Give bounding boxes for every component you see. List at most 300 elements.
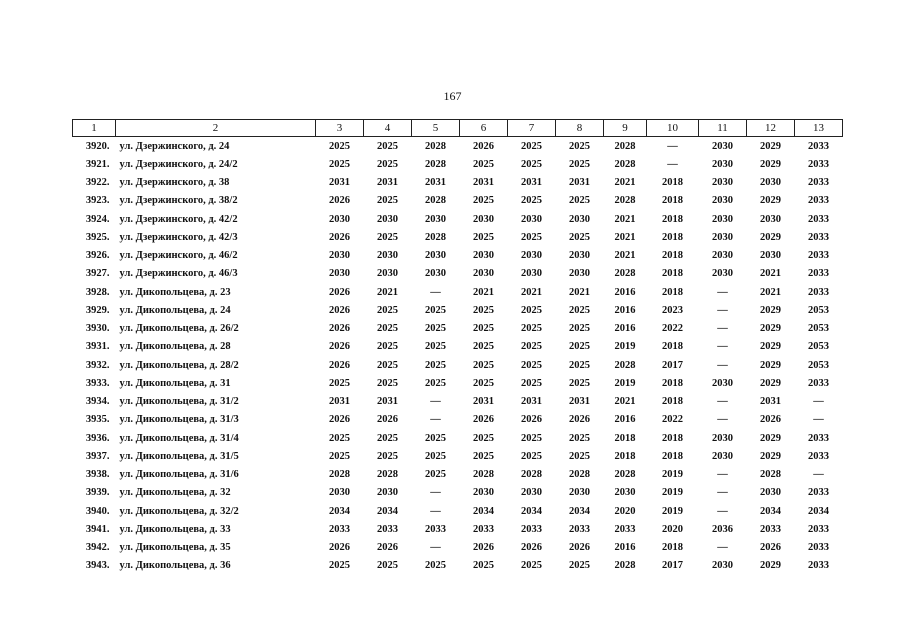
year-cell: 2018 xyxy=(662,195,683,207)
year-cell: 2031 xyxy=(760,396,781,408)
table-row xyxy=(73,265,843,283)
year-cell: 2018 xyxy=(662,286,683,298)
year-cell: 2021 xyxy=(614,177,636,189)
table-row xyxy=(73,484,843,502)
year-cell: 2026 xyxy=(473,414,494,426)
row-number: 3925. xyxy=(85,231,110,243)
year-cell: 2028 xyxy=(569,469,590,481)
year-cell: 2025 xyxy=(377,450,398,462)
row-number: 3943. xyxy=(85,560,110,572)
column-header-6: 6 xyxy=(460,120,508,137)
column-header-13: 13 xyxy=(795,120,843,137)
year-cell: 2025 xyxy=(329,377,350,389)
year-cell: 2021 xyxy=(760,286,781,298)
year-cell: 2025 xyxy=(473,231,494,243)
year-cell: 2030 xyxy=(521,213,542,225)
year-cell: 2030 xyxy=(569,268,590,280)
table-row xyxy=(73,320,843,338)
year-cell: 2033 xyxy=(808,286,829,298)
table-row xyxy=(73,283,843,301)
year-cell: 2025 xyxy=(377,560,398,572)
year-cell: — xyxy=(717,505,728,517)
year-cell: 2025 xyxy=(377,341,398,353)
year-cell: 2025 xyxy=(521,323,542,335)
address-cell: ул. Дикопольцева, д. 28/2 xyxy=(119,359,239,371)
address-cell: ул. Дикопольцева, д. 36 xyxy=(119,560,231,572)
year-cell: 2034 xyxy=(377,505,398,517)
year-cell: 2033 xyxy=(808,450,829,462)
year-cell: 2025 xyxy=(569,560,590,572)
year-cell: 2031 xyxy=(569,177,590,189)
year-cell: 2025 xyxy=(377,231,398,243)
year-cell: 2033 xyxy=(808,560,829,572)
table-row xyxy=(73,228,843,246)
year-cell: 2025 xyxy=(569,231,590,243)
year-cell: 2018 xyxy=(662,341,683,353)
year-cell: 2030 xyxy=(712,213,733,225)
year-cell: 2025 xyxy=(473,341,494,353)
address-cell: ул. Дикопольцева, д. 23 xyxy=(119,286,231,298)
year-cell: 2025 xyxy=(473,304,494,316)
year-cell: 2028 xyxy=(425,231,446,243)
year-cell: 2030 xyxy=(760,177,781,189)
table-row xyxy=(73,374,843,392)
row-number: 3935. xyxy=(85,414,110,426)
year-cell: 2025 xyxy=(473,158,494,170)
year-cell: — xyxy=(813,396,824,408)
year-cell: 2030 xyxy=(712,140,733,152)
row-number: 3942. xyxy=(85,542,110,554)
year-cell: 2030 xyxy=(569,213,590,225)
year-cell: 2030 xyxy=(329,268,350,280)
year-cell: 2025 xyxy=(377,158,398,170)
year-cell: 2018 xyxy=(662,177,683,189)
year-cell: 2025 xyxy=(521,341,542,353)
year-cell: 2030 xyxy=(329,487,350,499)
table-row xyxy=(73,247,843,265)
year-cell: 2021 xyxy=(614,231,636,243)
year-cell: 2018 xyxy=(662,268,683,280)
year-cell: 2028 xyxy=(425,140,446,152)
year-cell: 2030 xyxy=(521,250,542,262)
year-cell: 2030 xyxy=(760,213,781,225)
year-cell: 2020 xyxy=(614,505,636,517)
year-cell: 2018 xyxy=(662,432,683,444)
year-cell: 2029 xyxy=(760,450,781,462)
year-cell: — xyxy=(813,469,824,481)
year-cell: 2030 xyxy=(473,487,494,499)
year-cell: 2028 xyxy=(614,268,636,280)
year-cell: 2026 xyxy=(329,341,350,353)
year-cell: 2025 xyxy=(473,377,494,389)
year-cell: 2030 xyxy=(712,158,733,170)
year-cell: 2029 xyxy=(760,140,781,152)
year-cell: 2030 xyxy=(569,250,590,262)
year-cell: 2053 xyxy=(808,359,829,371)
year-cell: 2021 xyxy=(614,213,636,225)
address-cell: ул. Дзержинского, д. 38/2 xyxy=(119,195,238,207)
address-cell: ул. Дикопольцева, д. 31/2 xyxy=(119,396,239,408)
year-cell: 2025 xyxy=(329,450,350,462)
year-cell: 2026 xyxy=(521,542,542,554)
page-number: 167 xyxy=(443,89,462,103)
year-cell: 2028 xyxy=(329,469,350,481)
year-cell: 2034 xyxy=(473,505,494,517)
year-cell: 2025 xyxy=(569,359,590,371)
year-cell: 2030 xyxy=(712,250,733,262)
year-cell: 2025 xyxy=(425,323,446,335)
year-cell: 2028 xyxy=(614,195,636,207)
year-cell: 2026 xyxy=(329,414,350,426)
year-cell: 2028 xyxy=(614,359,636,371)
year-cell: 2028 xyxy=(614,158,636,170)
year-cell: 2025 xyxy=(473,195,494,207)
year-cell: — xyxy=(717,341,728,353)
year-cell: 2030 xyxy=(760,487,781,499)
year-cell: 2033 xyxy=(425,523,446,535)
year-cell: 2030 xyxy=(712,177,733,189)
year-cell: 2017 xyxy=(662,560,683,572)
year-cell: 2030 xyxy=(712,377,733,389)
year-cell: 2025 xyxy=(521,304,542,316)
year-cell: 2025 xyxy=(425,359,446,371)
address-cell: ул. Дикопольцева, д. 31/4 xyxy=(119,432,239,444)
year-cell: 2030 xyxy=(760,250,781,262)
address-cell: ул. Дикопольцева, д. 35 xyxy=(119,542,231,554)
year-cell: — xyxy=(717,304,728,316)
address-cell: ул. Дикопольцева, д. 26/2 xyxy=(119,323,239,335)
year-cell: 2025 xyxy=(377,304,398,316)
year-cell: 2025 xyxy=(425,304,446,316)
year-cell: — xyxy=(430,542,441,554)
year-cell: 2026 xyxy=(329,359,350,371)
year-cell: — xyxy=(430,396,441,408)
year-cell: 2029 xyxy=(760,560,781,572)
year-cell: — xyxy=(667,140,678,152)
year-cell: 2016 xyxy=(614,414,636,426)
table-row xyxy=(73,429,843,447)
year-cell: 2025 xyxy=(569,158,590,170)
table-row xyxy=(73,539,843,557)
year-cell: — xyxy=(667,158,678,170)
data-table xyxy=(72,119,843,575)
year-cell: 2025 xyxy=(425,469,446,481)
year-cell: 2018 xyxy=(662,250,683,262)
row-number: 3923. xyxy=(85,195,110,207)
year-cell: 2021 xyxy=(614,396,636,408)
year-cell: 2025 xyxy=(329,432,350,444)
row-number: 3938. xyxy=(85,469,110,481)
column-header-5: 5 xyxy=(412,120,460,137)
year-cell: 2025 xyxy=(473,560,494,572)
year-cell: 2030 xyxy=(425,213,446,225)
year-cell: 2021 xyxy=(569,286,590,298)
year-cell: 2033 xyxy=(377,523,398,535)
year-cell: 2021 xyxy=(760,268,781,280)
year-cell: 2033 xyxy=(614,523,636,535)
table-row xyxy=(73,356,843,374)
table-row xyxy=(73,192,843,210)
year-cell: 2026 xyxy=(569,414,590,426)
year-cell: 2025 xyxy=(377,140,398,152)
year-cell: 2018 xyxy=(614,450,636,462)
year-cell: 2025 xyxy=(521,560,542,572)
year-cell: 2030 xyxy=(712,231,733,243)
column-header-8: 8 xyxy=(556,120,604,137)
year-cell: 2029 xyxy=(760,377,781,389)
row-number: 3922. xyxy=(85,177,110,189)
year-cell: 2036 xyxy=(712,523,733,535)
address-cell: ул. Дзержинского, д. 24 xyxy=(119,140,230,152)
year-cell: 2033 xyxy=(808,158,829,170)
column-header-4: 4 xyxy=(364,120,412,137)
row-number: 3941. xyxy=(85,523,110,535)
year-cell: 2025 xyxy=(425,560,446,572)
year-cell: 2025 xyxy=(569,304,590,316)
row-number: 3937. xyxy=(85,450,110,462)
year-cell: 2033 xyxy=(808,432,829,444)
year-cell: 2026 xyxy=(473,140,494,152)
row-number: 3939. xyxy=(85,487,110,499)
year-cell: 2034 xyxy=(569,505,590,517)
year-cell: 2028 xyxy=(760,469,781,481)
year-cell: 2025 xyxy=(521,140,542,152)
year-cell: 2016 xyxy=(614,323,636,335)
address-cell: ул. Дикопольцева, д. 31 xyxy=(119,377,231,389)
year-cell: 2028 xyxy=(425,195,446,207)
year-cell: 2025 xyxy=(425,432,446,444)
year-cell: 2026 xyxy=(521,414,542,426)
row-number: 3932. xyxy=(85,359,110,371)
year-cell: 2016 xyxy=(614,304,636,316)
year-cell: 2031 xyxy=(425,177,446,189)
year-cell: 2025 xyxy=(377,377,398,389)
year-cell: 2025 xyxy=(329,560,350,572)
column-header-1: 1 xyxy=(73,120,116,137)
year-cell: 2033 xyxy=(808,250,829,262)
year-cell: 2028 xyxy=(425,158,446,170)
year-cell: 2030 xyxy=(473,250,494,262)
year-cell: 2026 xyxy=(760,542,781,554)
column-header-3: 3 xyxy=(316,120,364,137)
year-cell: 2018 xyxy=(662,396,683,408)
year-cell: 2026 xyxy=(329,195,350,207)
table-row xyxy=(73,174,843,192)
column-header-2: 2 xyxy=(116,120,316,137)
year-cell: 2029 xyxy=(760,231,781,243)
row-number: 3921. xyxy=(85,158,110,170)
year-cell: 2026 xyxy=(329,323,350,335)
year-cell: 2025 xyxy=(377,323,398,335)
year-cell: — xyxy=(717,542,728,554)
year-cell: 2030 xyxy=(712,450,733,462)
year-cell: 2033 xyxy=(808,487,829,499)
year-cell: 2026 xyxy=(329,286,350,298)
year-cell: 2030 xyxy=(521,268,542,280)
row-number: 3936. xyxy=(85,432,110,444)
table-row xyxy=(73,447,843,465)
year-cell: 2023 xyxy=(662,304,683,316)
year-cell: 2033 xyxy=(808,542,829,554)
row-number: 3940. xyxy=(85,505,110,517)
year-cell: 2030 xyxy=(712,268,733,280)
year-cell: 2025 xyxy=(521,158,542,170)
year-cell: 2025 xyxy=(473,432,494,444)
table-row xyxy=(73,137,843,156)
year-cell: — xyxy=(717,323,728,335)
year-cell: 2033 xyxy=(473,523,494,535)
year-cell: 2019 xyxy=(662,487,683,499)
year-cell: 2030 xyxy=(377,250,398,262)
year-cell: — xyxy=(430,414,441,426)
year-cell: 2019 xyxy=(662,469,683,481)
year-cell: 2033 xyxy=(808,177,829,189)
year-cell: 2030 xyxy=(712,560,733,572)
year-cell: 2025 xyxy=(569,450,590,462)
year-cell: 2031 xyxy=(521,177,542,189)
year-cell: 2025 xyxy=(329,158,350,170)
year-cell: 2025 xyxy=(425,341,446,353)
year-cell: 2025 xyxy=(521,432,542,444)
year-cell: 2033 xyxy=(569,523,590,535)
column-header-10: 10 xyxy=(647,120,699,137)
address-cell: ул. Дикопольцева, д. 31/6 xyxy=(119,469,239,481)
address-cell: ул. Дикопольцева, д. 32/2 xyxy=(119,505,239,517)
year-cell: 2025 xyxy=(377,432,398,444)
year-cell: 2034 xyxy=(760,505,781,517)
year-cell: 2025 xyxy=(521,231,542,243)
year-cell: 2021 xyxy=(521,286,542,298)
table-row xyxy=(73,557,843,575)
year-cell: 2022 xyxy=(662,414,683,426)
year-cell: 2026 xyxy=(329,542,350,554)
year-cell: 2031 xyxy=(377,177,398,189)
year-cell: 2026 xyxy=(473,542,494,554)
year-cell: — xyxy=(430,487,441,499)
year-cell: — xyxy=(717,469,728,481)
year-cell: 2025 xyxy=(521,377,542,389)
year-cell: 2031 xyxy=(377,396,398,408)
year-cell: 2033 xyxy=(808,213,829,225)
table-row xyxy=(73,338,843,356)
year-cell: 2029 xyxy=(760,359,781,371)
year-cell: 2029 xyxy=(760,341,781,353)
year-cell: 2028 xyxy=(473,469,494,481)
row-number: 3926. xyxy=(85,250,110,262)
year-cell: 2030 xyxy=(614,487,636,499)
year-cell: 2026 xyxy=(760,414,781,426)
year-cell: 2020 xyxy=(662,523,683,535)
table-row xyxy=(73,301,843,319)
year-cell: 2018 xyxy=(662,377,683,389)
row-number: 3933. xyxy=(85,377,110,389)
year-cell: 2018 xyxy=(662,213,683,225)
year-cell: 2016 xyxy=(614,286,636,298)
year-cell: 2019 xyxy=(614,377,636,389)
address-cell: ул. Дикопольцева, д. 31/5 xyxy=(119,450,239,462)
year-cell: 2026 xyxy=(329,304,350,316)
year-cell: 2017 xyxy=(662,359,683,371)
year-cell: — xyxy=(430,286,441,298)
year-cell: 2028 xyxy=(614,469,636,481)
year-cell: 2025 xyxy=(569,432,590,444)
year-cell: 2025 xyxy=(521,450,542,462)
year-cell: — xyxy=(430,505,441,517)
year-cell: 2021 xyxy=(473,286,494,298)
address-cell: ул. Дзержинского, д. 46/2 xyxy=(119,250,238,262)
row-number: 3924. xyxy=(85,213,110,225)
row-number: 3934. xyxy=(85,396,110,408)
year-cell: 2025 xyxy=(473,450,494,462)
year-cell: 2025 xyxy=(425,450,446,462)
year-cell: 2030 xyxy=(329,250,350,262)
year-cell: 2031 xyxy=(521,396,542,408)
year-cell: — xyxy=(813,414,824,426)
address-cell: ул. Дикопольцева, д. 33 xyxy=(119,523,231,535)
year-cell: 2030 xyxy=(377,487,398,499)
row-number: 3931. xyxy=(85,341,110,353)
address-cell: ул. Дзержинского, д. 24/2 xyxy=(119,158,238,170)
row-number: 3920. xyxy=(85,140,110,152)
year-cell: 2033 xyxy=(808,231,829,243)
year-cell: 2025 xyxy=(569,323,590,335)
row-number: 3927. xyxy=(85,268,110,280)
year-cell: 2029 xyxy=(760,158,781,170)
year-cell: 2033 xyxy=(808,140,829,152)
year-cell: 2018 xyxy=(614,432,636,444)
year-cell: 2025 xyxy=(329,140,350,152)
address-cell: ул. Дзержинского, д. 46/3 xyxy=(119,268,238,280)
year-cell: 2025 xyxy=(425,377,446,389)
row-number: 3928. xyxy=(85,286,110,298)
year-cell: 2019 xyxy=(662,505,683,517)
year-cell: 2030 xyxy=(377,213,398,225)
year-cell: 2034 xyxy=(521,505,542,517)
year-cell: 2028 xyxy=(377,469,398,481)
year-cell: — xyxy=(717,396,728,408)
year-cell: 2030 xyxy=(473,213,494,225)
address-cell: ул. Дзержинского, д. 42/3 xyxy=(119,231,238,243)
year-cell: 2033 xyxy=(521,523,542,535)
year-cell: 2025 xyxy=(569,377,590,389)
year-cell: 2033 xyxy=(760,523,781,535)
year-cell: 2018 xyxy=(662,231,683,243)
address-cell: ул. Дикопольцева, д. 24 xyxy=(119,304,231,316)
year-cell: 2025 xyxy=(377,359,398,371)
year-cell: — xyxy=(717,487,728,499)
year-cell: 2026 xyxy=(377,414,398,426)
table-row xyxy=(73,155,843,173)
row-number: 3929. xyxy=(85,304,110,316)
address-cell: ул. Дикопольцева, д. 32 xyxy=(119,487,231,499)
year-cell: 2053 xyxy=(808,341,829,353)
year-cell: 2028 xyxy=(614,560,636,572)
address-cell: ул. Дзержинского, д. 38 xyxy=(119,177,230,189)
year-cell: 2030 xyxy=(521,487,542,499)
column-header-7: 7 xyxy=(508,120,556,137)
year-cell: 2021 xyxy=(377,286,398,298)
year-cell: 2031 xyxy=(473,396,494,408)
row-number: 3930. xyxy=(85,323,110,335)
table-row xyxy=(73,502,843,520)
year-cell: 2031 xyxy=(329,177,350,189)
year-cell: 2028 xyxy=(521,469,542,481)
year-cell: 2025 xyxy=(473,359,494,371)
column-header-11: 11 xyxy=(699,120,747,137)
year-cell: 2030 xyxy=(329,213,350,225)
year-cell: 2022 xyxy=(662,323,683,335)
address-cell: ул. Дикопольцева, д. 31/3 xyxy=(119,414,239,426)
